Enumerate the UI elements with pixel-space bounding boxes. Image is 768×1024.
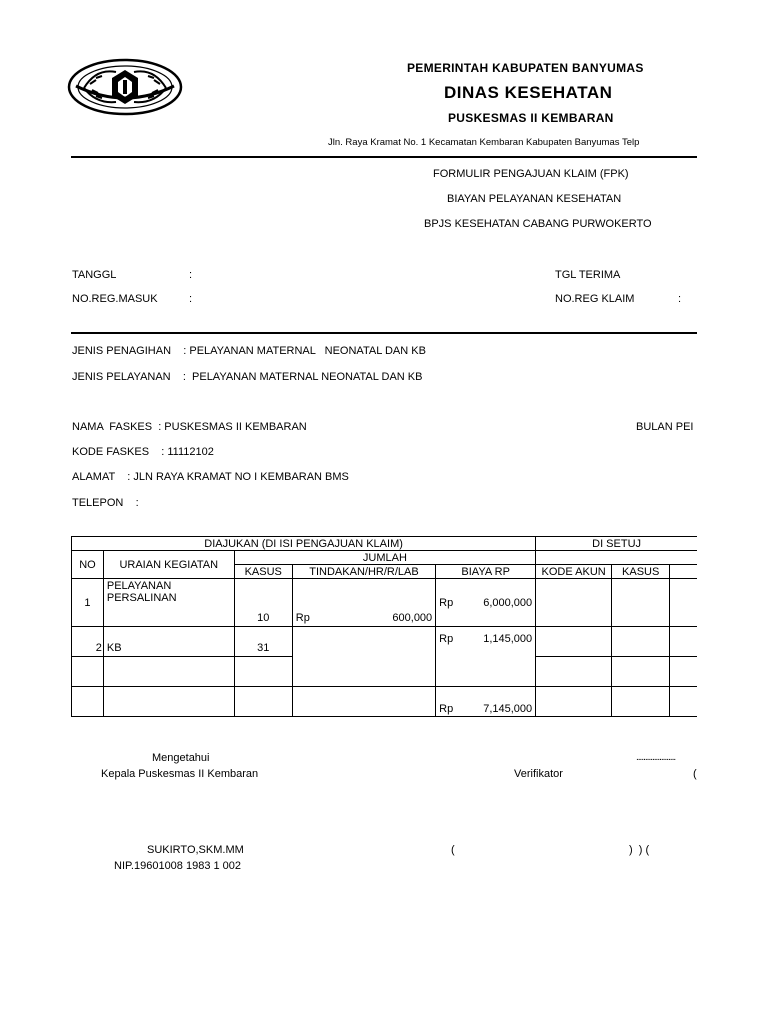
col-tindakan: TINDAKAN/HR/R/LAB bbox=[292, 565, 435, 579]
signature-dots: ...................... bbox=[636, 752, 676, 763]
address-line: Jln. Raya Kramat No. 1 Kecamatan Kembaran Kabupaten Banyumas Telp bbox=[328, 137, 640, 148]
col-kode-akun: KODE AKUN bbox=[536, 565, 612, 579]
total-biaya: 7,145,000 bbox=[483, 703, 533, 715]
telepon-faskes: TELEPON : bbox=[72, 497, 139, 509]
jenis-penagihan: JENIS PENAGIHAN : PELAYANAN MATERNAL NEONATAL DAN KB bbox=[72, 345, 426, 357]
row-2-kasus: 31 bbox=[234, 627, 292, 657]
row-1-biaya-currency: Rp bbox=[439, 596, 454, 609]
table-row bbox=[72, 579, 698, 627]
alamat-faskes: ALAMAT : JLN RAYA KRAMAT NO I KEMBARAN BMS bbox=[72, 471, 349, 483]
unit-name: PUSKESMAS II KEMBARAN bbox=[448, 111, 614, 125]
row-2-biaya-currency: Rp bbox=[439, 633, 454, 645]
row-1-uraian: PELAYANAN PERSALINAN bbox=[103, 579, 234, 627]
row-1-tindakan: 600,000 bbox=[392, 612, 433, 624]
col-jumlah: JUMLAH bbox=[234, 551, 536, 565]
total-currency: Rp bbox=[439, 703, 454, 715]
verifikator-paren: ( bbox=[693, 768, 697, 780]
col-kasus-disetujui: KASUS bbox=[612, 565, 670, 579]
kepala-label: Kepala Puskesmas II Kembaran bbox=[101, 768, 259, 780]
kode-faskes: KODE FASKES : 11112102 bbox=[72, 446, 214, 458]
tanggal-colon: : bbox=[189, 269, 193, 281]
signatory-name: SUKIRTO,SKM.MM bbox=[147, 844, 244, 856]
verifikator-label: Verifikator bbox=[514, 768, 563, 780]
table-total-row bbox=[72, 687, 698, 717]
form-title-3: BPJS KESEHATAN CABANG PURWOKERTO bbox=[424, 218, 652, 230]
form-title-1: FORMULIR PENGAJUAN KLAIM (FPK) bbox=[433, 168, 629, 180]
no-reg-klaim-label: NO.REG KLAIM bbox=[555, 293, 635, 305]
header-disetujui: DI SETUJ bbox=[536, 537, 697, 551]
table-row bbox=[72, 627, 698, 657]
no-reg-klaim-colon: : bbox=[678, 293, 682, 305]
row-2-uraian: KB bbox=[103, 627, 234, 657]
header-divider bbox=[71, 156, 697, 158]
header-diajukan: DIAJUKAN (DI ISI PENGAJUAN KLAIM) bbox=[72, 537, 536, 551]
government-name: PEMERINTAH KABUPATEN BANYUMAS bbox=[407, 61, 644, 75]
signatory-nip: NIP.19601008 1983 1 002 bbox=[114, 860, 242, 872]
banyumas-seal-logo bbox=[66, 58, 184, 116]
nama-faskes: NAMA FASKES : PUSKESMAS II KEMBARAN bbox=[72, 421, 307, 433]
row-2-no: 2 bbox=[72, 627, 104, 657]
paren-close: ) ) ( bbox=[629, 844, 650, 856]
row-1-kasus: 10 bbox=[234, 579, 292, 627]
paren-open: ( bbox=[451, 844, 455, 856]
section-divider bbox=[71, 332, 697, 334]
row-2-biaya: 1,145,000 bbox=[483, 633, 533, 645]
tanggal-label: TANGGL bbox=[72, 269, 117, 281]
mengetahui-label: Mengetahui bbox=[152, 752, 210, 764]
no-reg-masuk-label: NO.REG.MASUK bbox=[72, 293, 158, 305]
col-biaya: BIAYA RP bbox=[436, 565, 536, 579]
col-no: NO bbox=[72, 551, 104, 579]
col-uraian: URAIAN KEGIATAN bbox=[103, 551, 234, 579]
claim-table bbox=[71, 536, 697, 717]
row-1-biaya: 6,000,000 bbox=[483, 596, 533, 609]
tgl-terima-label: TGL TERIMA bbox=[555, 269, 621, 281]
col-kasus: KASUS bbox=[234, 565, 292, 579]
row-1-tindakan-currency: Rp bbox=[295, 612, 310, 624]
agency-name: DINAS KESEHATAN bbox=[444, 83, 613, 102]
no-reg-masuk-colon: : bbox=[189, 293, 193, 305]
jenis-pelayanan: JENIS PELAYANAN : PELAYANAN MATERNAL NEONATAL DAN KB bbox=[72, 371, 423, 383]
bulan-label: BULAN PEI bbox=[636, 421, 694, 433]
form-title-2: BIAYAN PELAYANAN KESEHATAN bbox=[447, 193, 622, 205]
row-1-no: 1 bbox=[72, 579, 104, 627]
